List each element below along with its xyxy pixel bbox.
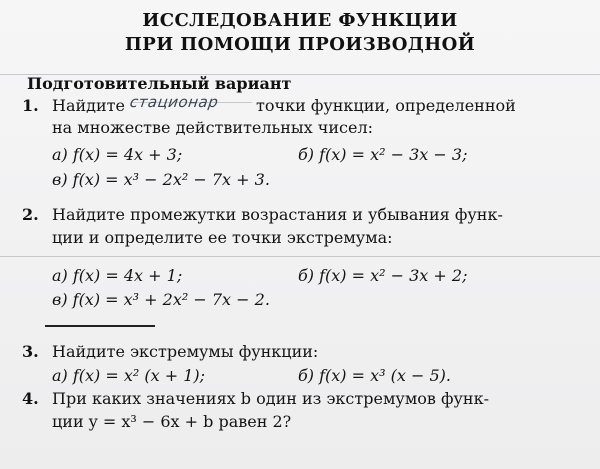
task-4-text-line-2: ции y = x³ − 6x + b равен 2? — [52, 412, 292, 431]
section-title: Подготовительный вариант — [27, 74, 292, 93]
page-title-line-1: ИССЛЕДОВАНИЕ ФУНКЦИИ — [142, 10, 458, 31]
task-1-item-a: а) f(x) = 4x + 3; — [52, 145, 183, 164]
separator-line — [45, 325, 155, 327]
task-3-item-a: а) f(x) = x² (x + 1); — [52, 366, 206, 385]
page-title-line-2: ПРИ ПОМОЩИ ПРОИЗВОДНОЙ — [124, 34, 476, 55]
task-1-text-line-2: на множестве действительных чисел: — [52, 118, 373, 137]
task-2-text-line-1: Найдите промежутки возрастания и убывания функ- — [52, 205, 503, 224]
task-1-number: 1. — [22, 96, 39, 115]
task-1-suffix: точки функции, определенной — [256, 96, 516, 115]
task-2-number: 2. — [22, 205, 39, 224]
task-1-item-b: б) f(x) = x² − 3x − 3; — [298, 145, 468, 164]
task-2-item-a: а) f(x) = 4x + 1; — [52, 266, 183, 285]
task-2-text-line-2: ции и определите ее точки экстремума: — [52, 228, 393, 247]
task-3-text-line-1: Найдите экстремумы функции: — [52, 342, 319, 361]
paper-fold-line — [0, 256, 600, 257]
task-3-number: 3. — [22, 342, 39, 361]
task-2-item-b: б) f(x) = x² − 3x + 2; — [298, 266, 468, 285]
task-4-text-line-1: При каких значениях b один из экстремумов функ- — [52, 389, 489, 408]
task-3-item-b: б) f(x) = x³ (x − 5). — [298, 366, 451, 385]
task-4-number: 4. — [22, 389, 39, 408]
task-1-item-c: в) f(x) = x³ − 2x² − 7x + 3. — [52, 170, 270, 189]
task-2-item-c: в) f(x) = x³ + 2x² − 7x − 2. — [52, 290, 270, 309]
task-1-prefix: Найдите — [52, 96, 125, 115]
handwritten-note: стационар — [129, 93, 252, 111]
